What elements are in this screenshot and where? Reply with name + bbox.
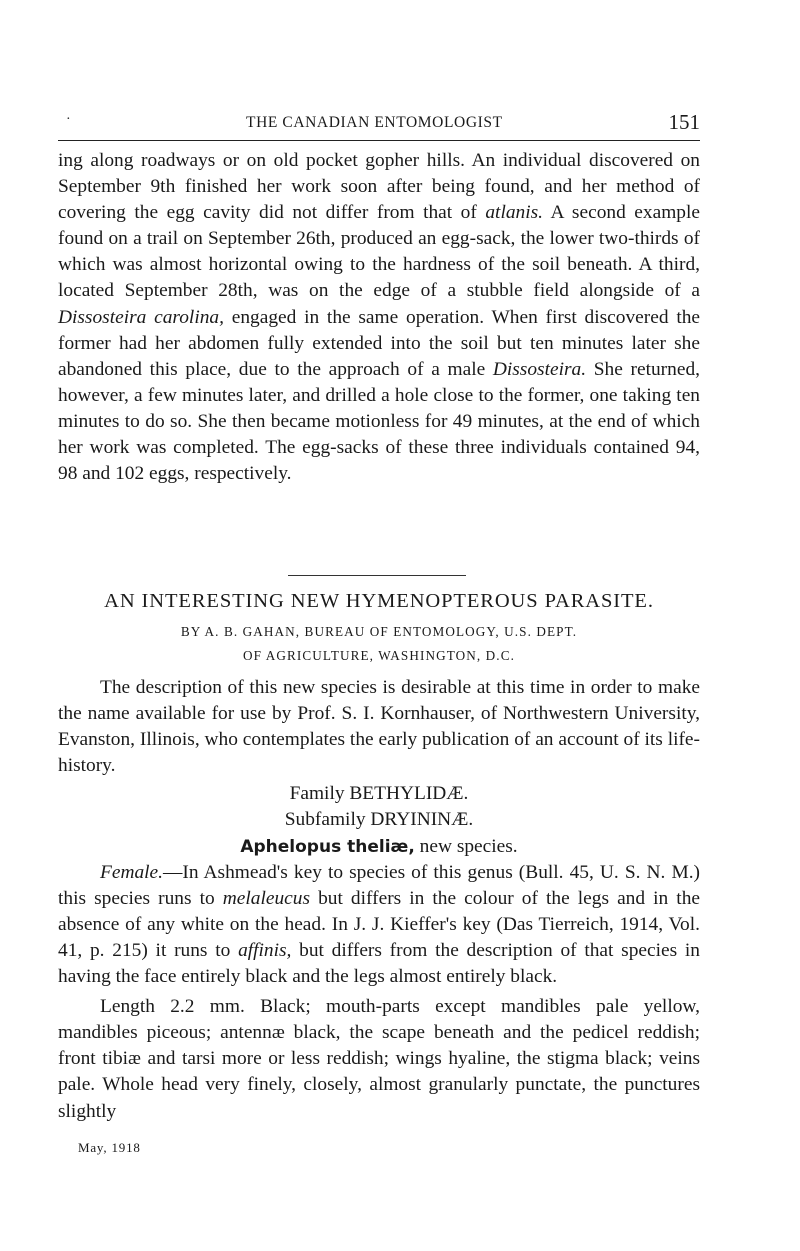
text-run: engaged in the same operation. When first discovered the former had her abdomen fully extended into the soil but ten minutes later she abandoned this place, due to the approach of a male	[58, 306, 701, 380]
length-paragraph: Length 2.2 mm. Black; mouth-parts except mandibles pale yellow, mandibles piceous; antennæ black, the scape beneath and the pedicel reddish; front tibiæ and tarsi more or less reddish; wings hyaline, the stigma black; veins pale. Whole head very finely, closely, almost granularly punctate, the punctures slightly	[58, 996, 700, 1122]
article-title: AN INTERESTING NEW HYMENOPTEROUS PARASITE.	[104, 590, 654, 612]
previous-article-ending	[58, 148, 700, 487]
header-rule	[58, 140, 700, 141]
text-run: but differs from the description of that species in having the face entirely black and the legs almost entirely black.	[58, 939, 700, 988]
text-run: ing along roadways or on old pocket gopher hills. An individual discovered on September 9th finished her work soon after being found, and her method of covering the egg cavity did not differ from that of	[58, 150, 700, 224]
issue-date: May, 1918	[78, 1140, 141, 1155]
page-number: 151	[668, 110, 700, 134]
byline-line-2: OF AGRICULTURE, WASHINGTON, D.C.	[243, 648, 515, 663]
female-paragraph	[58, 860, 700, 990]
subfamily-heading: Subfamily DRYININÆ.	[284, 809, 474, 831]
family-heading: Family BETHYLIDÆ.	[289, 783, 469, 805]
byline-line-1: BY A. B. GAHAN, BUREAU OF ENTOMOLOGY, U.S. DEPT.	[180, 624, 578, 639]
species-italic: melaleucus	[222, 887, 311, 909]
intro-paragraph: The description of this new species is desirable at this time in order to make the name available for use by Prof. S. I. Kornhauser, of Northwestern University, Evanston, Illinois, who contemplates the early publication of an account of its life-history.	[58, 677, 700, 777]
text-run: but differs in the colour of the legs and in the absence of any white on the head. In J. J. Kieffer's key (Das Tierreich, 1914, Vol. 41, p. 215) it runs to	[58, 887, 700, 961]
female-label: Female.	[100, 861, 163, 883]
species-italic: Dissosteira carolina,	[58, 306, 224, 328]
running-title: THE CANADIAN ENTOMOLOGIST	[246, 114, 503, 131]
page-header	[58, 112, 700, 136]
species-italic: atlanis.	[485, 202, 544, 224]
paragraph	[58, 148, 700, 487]
text-run: —In Ashmead's key to species of this genus (Bull. 45, U. S. N. M.) this species runs to	[58, 861, 700, 909]
article-body	[58, 675, 700, 1125]
species-name: Aphelopus theliæ,	[240, 836, 415, 857]
stray-print-mark: ·	[66, 112, 71, 127]
species-italic: Dissosteira.	[492, 358, 587, 380]
text-run: A second example found on a trail on September 26th, produced an egg-sack, the lower two-thirds of which was almost horizontal owing to the hardness of the soil beneath. A third, located September 28th, was on the edge of a stubble field alongside of a	[58, 202, 700, 302]
species-suffix: new species.	[414, 835, 518, 857]
text-run: She returned, however, a few minutes later, and drilled a hole close to the former, one taking ten minutes to do so. She then became motionless for 49 minutes, at the end of which her work was completed. The egg-sacks of these three individuals contained 94, 98 and 102 eggs, respectively.	[58, 358, 700, 485]
species-heading	[58, 834, 700, 860]
species-italic: affinis,	[238, 939, 292, 961]
article-separator	[288, 575, 466, 576]
